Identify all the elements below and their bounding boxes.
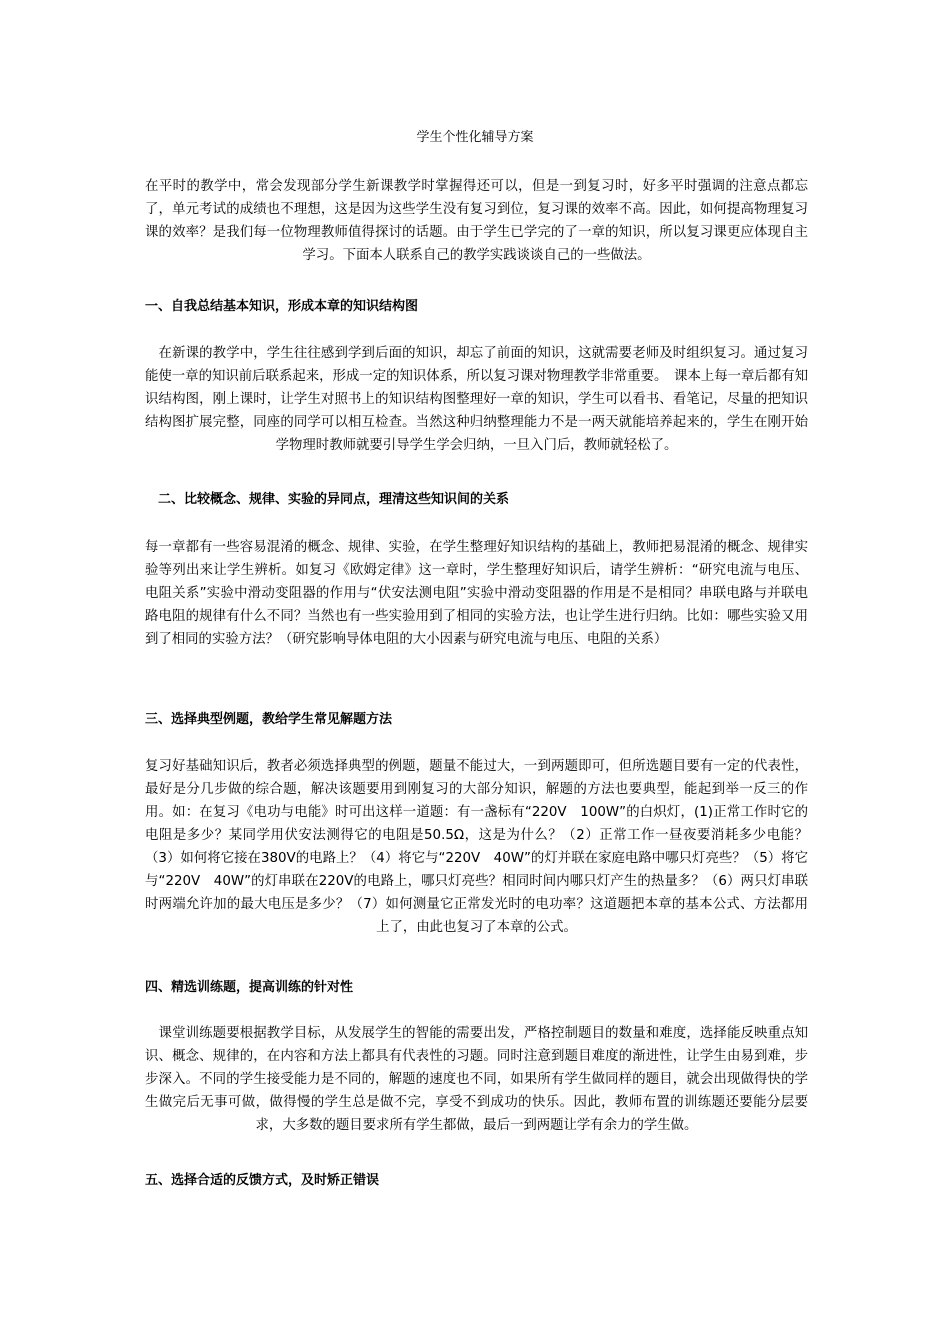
- section-3-heading: 三、选择典型例题，教给学生常见解题方法: [145, 712, 393, 727]
- section-2-heading: 二、比较概念、规律、实验的异同点，理清这些知识间的关系: [158, 492, 510, 507]
- section-3-body: 复习好基础知识后，教者必须选择典型的例题，题量不能过大，一到两题即可，但所选题目要有一定的代表性，最好是分几步做的综合题，解决该题要用到刚复习的大部分知识，解题的方法也要典型，能起到举一反三的作用。如：在复习《电功与电能》时可出这样一道题：有一盏标有“220V 100W”的白炽灯，(1)正常工作时它的电阻是多少？某同学用伏安法测得它的电阻是50.5Ω，这是为什么？（2）正常工作一昼夜要消耗多少电能？（3）如何将它接在380V的电路上？（4）将它与“220V 40W”的灯并联在家庭电路中哪只灯亮些？（5）将它与“220V 40W”的灯串联在220V的电路上，哪只灯亮些？相同时间内哪只灯产生的热量多？（6）两只灯串联时两端允许加的最大电压是多少？（7）如何测量它正常发光时的电功率？这道题把本章的基本公式、方法都用上了，由此也复习了本章的公式。: [145, 759, 808, 935]
- section-2-body: 每一章都有一些容易混淆的概念、规律、实验，在学生整理好知识结构的基础上，教师把易混淆的概念、规律实验等列出来让学生辨析。如复习《欧姆定律》这一章时，学生整理好知识后，请学生辨析：“研究电流与电压、电阻关系”实验中滑动变阻器的作用与“伏安法测电阻”实验中滑动变阻器的作用是不是相同？串联电路与并联电路电阻的规律有什么不同？当然也有一些实验用到了相同的实验方法，也让学生进行归纳。比如：哪些实验又用到了相同的实验方法？（研究影响导体电阻的大小因素与研究电流与电压、电阻的关系）: [145, 540, 808, 647]
- intro-paragraph: 在平时的教学中，常会发现部分学生新课教学时掌握得还可以，但是一到复习时，好多平时强调的注意点都忘了，单元考试的成绩也不理想，这是因为这些学生没有复习到位，复习课的效率不高。因此，如何提高物理复习课的效率？是我们每一位物理教师值得探讨的话题。由于学生已学完的了一章的知识，所以复习课更应体现自主学习。下面本人联系自己的教学实践谈谈自己的一些做法。: [145, 179, 808, 263]
- section-4-body: 课堂训练题要根据教学目标，从发展学生的智能的需要出发，严格控制题目的数量和难度，选择能反映重点知识、概念、规律的，在内容和方法上都具有代表性的习题。同时注意到题目难度的渐进性，让学生由易到难，步步深入。不同的学生接受能力是不同的，解题的速度也不同，如果所有学生做同样的题目，就会出现做得快的学生做完后无事可做，做得慢的学生总是做不完，享受不到成功的快乐。因此，教师布置的训练题还要能分层要求，大多数的题目要求所有学生都做，最后一到两题让学有余力的学生做。: [145, 1026, 808, 1133]
- section-1-heading: 一、自我总结基本知识，形成本章的知识结构图: [145, 299, 419, 314]
- section-4-heading: 四、精选训练题，提高训练的针对性: [145, 980, 354, 995]
- section-5-heading: 五、选择合适的反馈方式，及时矫正错误: [145, 1173, 380, 1188]
- document-title: 学生个性化辅导方案: [416, 130, 534, 145]
- section-1-body: 在新课的教学中，学生往往感到学到后面的知识，却忘了前面的知识，这就需要老师及时组织复习。通过复习能使一章的知识前后联系起来，形成一定的知识体系，所以复习课对物理教学非常重要。 课本上每一章后都有知识结构图，刚上课时，让学生对照书上的知识结构图整理好一章的知识，学生可以看书、看笔记，尽量的把知识结构图扩展完整，同座的同学可以相互检查。当然这种归纳整理能力不是一两天就能培养起来的，学生在刚开始学物理时教师就要引导学生学会归纳，一旦入门后，教师就轻松了。: [145, 346, 808, 453]
